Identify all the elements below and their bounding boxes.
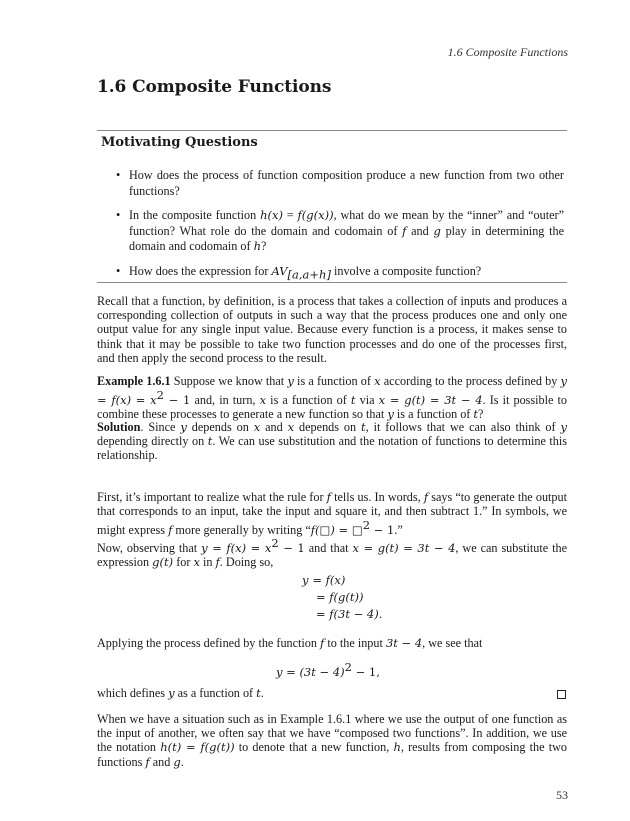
- rule-explanation-paragraph: First, it’s important to realize what the rule for f tells us. In words, f says “to generate the output that corresponds to an input, take the input and square it, and then subtract 1.” In symbols, we might express f more generally by writing “f(□) = □$^2$ − 1.”: [97, 490, 568, 538]
- question-3: • How does the expression for $AV_{[a,a+h]}$ involve a composite function?: [116, 263, 482, 281]
- conclusion-line: which defines y as a function of t.: [97, 686, 264, 700]
- qed-square-icon: [557, 690, 566, 699]
- derivation-line-2: = f(g(t)): [316, 590, 364, 604]
- motivating-top-rule: [97, 130, 567, 131]
- composition-derivation: [302, 572, 382, 623]
- closing-paragraph: When we have a situation such as in Example 1.6.1 where we use the output of one function as the input of another, we often say that we have “composed two functions”. In addition, we use the notation h(t) = f(g(t)) to denote that a new function, h, results from composing the two functions f and g.: [97, 712, 567, 769]
- bullet-icon: •: [116, 263, 121, 278]
- motivating-questions-title: Motivating Questions: [101, 135, 258, 150]
- running-head: 1.6 Composite Functions: [447, 45, 568, 59]
- derivation-line-3: = f(3t − 4).: [316, 607, 383, 621]
- substitution-paragraph: Now, observing that $y = f(x) = x^2 - 1$ and that x = g(t) = 3t − 4, we can substitute the expression g(t) for x in f. Doing so,: [97, 536, 567, 570]
- motivating-bottom-rule: [97, 282, 567, 283]
- bullet-icon: •: [116, 168, 121, 182]
- motivating-questions-list: [97, 168, 567, 291]
- bullet-icon: •: [116, 208, 121, 222]
- apply-process-paragraph: Applying the process defined by the function f to the input 3t − 4, we see that: [97, 636, 483, 650]
- derivation-line-1: y = f(x): [302, 573, 346, 587]
- question-1: • How does the process of function composition produce a new function from two other functions?: [116, 168, 564, 198]
- solution-paragraph: Solution. Since y depends on x and x depends on t, it follows that we can also think of y depending directly on t. We can use substitution and the notation of functions to determine this relationship.: [97, 420, 568, 463]
- section-title: 1.6 Composite Functions: [97, 77, 332, 97]
- page-number: 53: [556, 788, 568, 802]
- intro-paragraph: Recall that a function, by definition, is a process that takes a collection of inputs and produces a corresponding collection of outputs in such a way that the process produces one and only one output value for any single input value. Because every function is a process, it makes sense to think that it may be possible to take two function processes and do one of the processes first, and then apply the second process to the result.: [97, 294, 567, 365]
- result-equation: $y = (3t - 4)^2 - 1$,: [276, 660, 380, 679]
- question-2: • In the composite function h(x) = f(g(x)), what do we mean by the “inner” and “outer” function? What role do the domain and codomain of f and g play in determining the domain and codomain of h?: [116, 208, 564, 253]
- example-statement: Example 1.6.1 Suppose we know that y is a function of x according to the process defined by $y = f(x) = x^2 - 1$ and, in turn, x is a function of t via x = g(t) = 3t − 4. Is it possible to combine these processes to generate a new function so that y is a function of t?: [97, 374, 568, 422]
